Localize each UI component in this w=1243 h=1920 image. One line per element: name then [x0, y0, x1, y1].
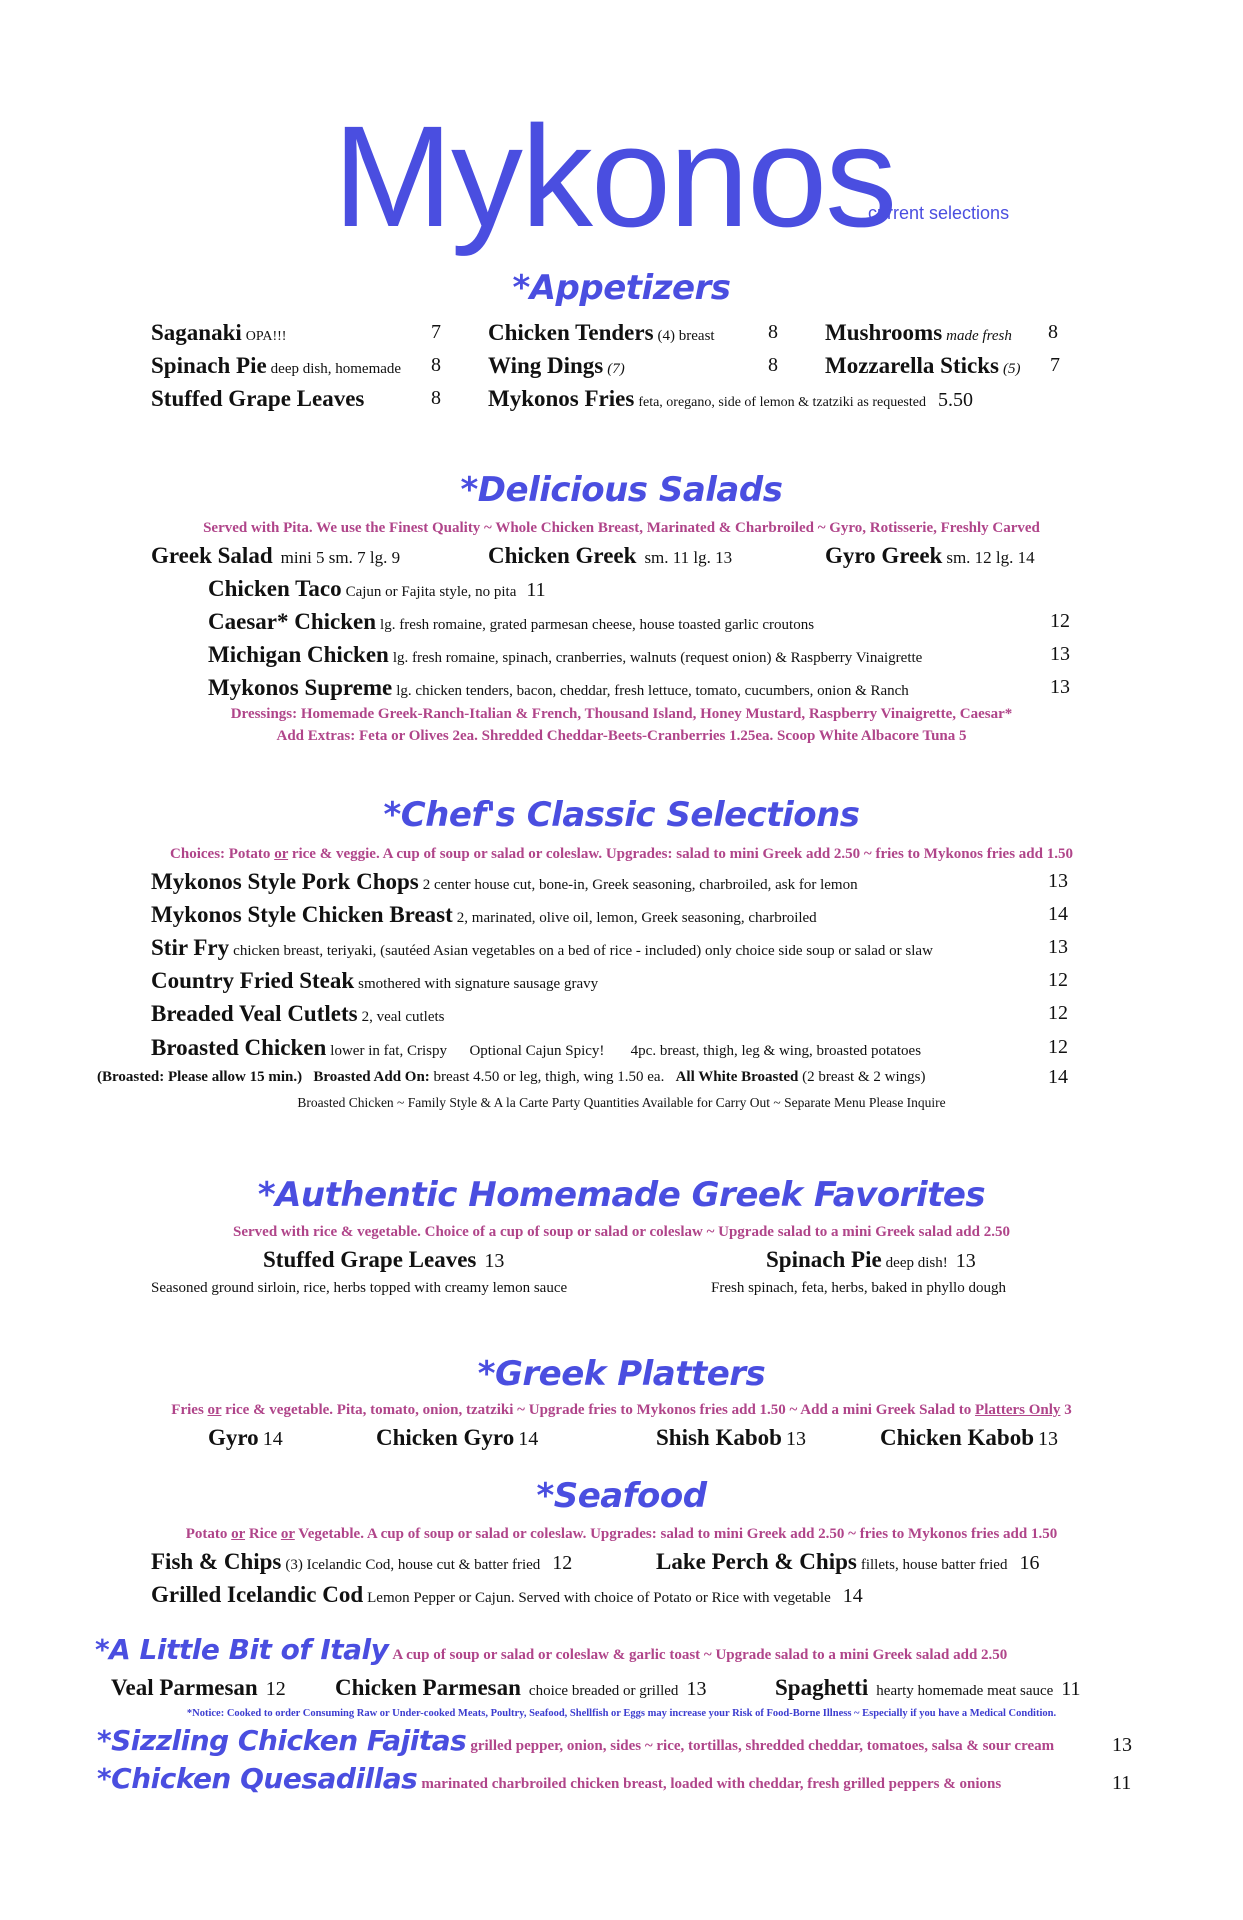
menu-item: Shish Kabob 13: [656, 1425, 806, 1450]
menu-item: Michigan Chicken lg. fresh romaine, spinach, cranberries, walnuts (request onion) & Raspberry Vinaigrette: [208, 642, 923, 667]
menu-item: Spinach Pie deep dish, homemade: [151, 353, 402, 378]
menu-item: Stuffed Grape Leaves: [151, 386, 365, 411]
menu-item-price: 13: [1112, 1734, 1132, 1756]
menu-item-price: 12: [1048, 969, 1068, 991]
menu-item-price: 8: [768, 321, 778, 343]
menu-item: Mykonos Style Pork Chops 2 center house cut, bone-in, Greek seasoning, charbroiled, ask for lemon: [151, 869, 858, 894]
menu-item-price: 8: [768, 354, 778, 376]
menu-item: Spinach Pie deep dish! 13: [766, 1247, 976, 1272]
section-title-greek-favorites: *Authentic Homemade Greek Favorites: [257, 1175, 986, 1215]
legal-notice: *Notice: Cooked to order Consuming Raw or Under-cooked Meats, Poultry, Seafood, Shellfish or Eggs may increase your Risk of Food-Borne Illness ~ Especially if you have a Medical Condition.: [186, 1708, 1057, 1719]
salads-note: Served with Pita. We use the Finest Quality ~ Whole Chicken Breast, Marinated & Charbroiled ~ Gyro, Rotisserie, Freshly Carved: [203, 520, 1040, 536]
menu-item: Country Fried Steak smothered with signature sausage gravy: [151, 968, 599, 993]
menu-item-price: 13: [1050, 676, 1070, 698]
menu-item: Gyro 14: [208, 1425, 283, 1450]
menu-item-desc: Seasoned ground sirloin, rice, herbs topped with creamy lemon sauce: [151, 1280, 568, 1296]
menu-item-desc: Fresh spinach, feta, herbs, baked in phyllo dough: [711, 1280, 1006, 1296]
menu-item-price: 14: [1048, 903, 1068, 925]
menu-item: Chicken Gyro 14: [376, 1425, 539, 1450]
menu-item: Wing Dings (7): [488, 353, 625, 378]
menu-item: Greek Salad mini 5 sm. 7 lg. 9: [151, 543, 401, 568]
menu-item: Mushrooms made fresh: [825, 320, 1012, 345]
platters-note: Fries or rice & vegetable. Pita, tomato, onion, tzatziki ~ Upgrade fries to Mykonos fries add 1.50 ~ Add a mini Greek Salad to Platters Only 3: [171, 1402, 1072, 1418]
menu-item: Veal Parmesan 12: [111, 1675, 286, 1700]
section-title-appetizers: *Appetizers: [512, 268, 731, 308]
menu-item-price: 13: [1048, 870, 1068, 892]
menu-item: Spaghetti hearty homemade meat sauce 11: [775, 1675, 1081, 1700]
menu-item-price: 8: [1048, 321, 1058, 343]
section-title-platters: *Greek Platters: [477, 1354, 766, 1394]
broasted-footer: Broasted Chicken ~ Family Style & A la Carte Party Quantities Available for Carry Out ~ Separate Menu Please Inquire: [297, 1095, 946, 1110]
menu-item-price: 12: [1048, 1036, 1068, 1058]
italy-header: *A Little Bit of Italy A cup of soup or salad or coleslaw & garlic toast ~ Upgrade salad to a mini Greek salad add 2.50: [95, 1633, 1008, 1666]
menu-item-price: 12: [1048, 1002, 1068, 1024]
menu-item: Chicken Taco Cajun or Fajita style, no pita 11: [208, 576, 546, 601]
menu-item-price: 8: [431, 387, 441, 409]
section-title-seafood: *Seafood: [536, 1476, 707, 1516]
menu-item: Chicken Kabob 13: [880, 1425, 1059, 1450]
menu-item-price: 13: [1048, 936, 1068, 958]
menu-item: Chicken Greek sm. 11 lg. 13: [488, 543, 733, 568]
seafood-note: Potato or Rice or Vegetable. A cup of soup or salad or coleslaw. Upgrades: salad to mini Greek add 2.50 ~ fries to Mykonos fries add 1.50: [185, 1526, 1058, 1542]
chefs-note: Choices: Potato or rice & veggie. A cup of soup or salad or coleslaw. Upgrades: salad to mini Greek add 2.50 ~ fries to Mykonos fries add 1.50: [170, 846, 1073, 862]
page-subtitle: current selections: [868, 203, 1010, 223]
menu-item: Saganaki OPA!!!: [151, 320, 287, 345]
section-title-chefs: *Chef's Classic Selections: [383, 795, 860, 835]
salads-dressings: Dressings: Homemade Greek-Ranch-Italian & French, Thousand Island, Honey Mustard, Raspberry Vinaigrette, Caesar*: [230, 706, 1013, 722]
menu-item: Mykonos Fries feta, oregano, side of lemon & tzatziki as requested 5.50: [488, 386, 973, 411]
menu-item: Gyro Greek sm. 12 lg. 14: [825, 543, 1035, 568]
menu-item: Lake Perch & Chips fillets, house batter fried 16: [656, 1549, 1040, 1574]
fajitas-header: *Sizzling Chicken Fajitas grilled pepper, onion, sides ~ rice, tortillas, shredded cheddar, tomatoes, salsa & sour cream: [97, 1724, 1055, 1757]
menu-item-price: 13: [1050, 643, 1070, 665]
menu-item-price: 12: [1050, 610, 1070, 632]
menu-item: Caesar* Chicken lg. fresh romaine, grated parmesan cheese, house toasted garlic croutons: [208, 609, 815, 634]
menu-item: Chicken Parmesan choice breaded or grilled 13: [335, 1675, 707, 1700]
menu-item: Chicken Tenders (4) breast: [488, 320, 715, 345]
menu-item-price: 7: [1050, 354, 1060, 376]
broasted-note: (Broasted: Please allow 15 min.) Broasted Add On: breast 4.50 or leg, thigh, wing 1.50 ea. All White Broasted (2 breast & 2 wings): [97, 1069, 926, 1085]
quesadillas-header: *Chicken Quesadillas marinated charbroiled chicken breast, loaded with cheddar, fresh grilled peppers & onions: [97, 1762, 1002, 1795]
menu-item: Broasted Chicken lower in fat, Crispy Optional Cajun Spicy! 4pc. breast, thigh, leg & wing, broasted potatoes: [151, 1035, 922, 1060]
salads-extras: Add Extras: Feta or Olives 2ea. Shredded Cheddar-Beets-Cranberries 1.25ea. Scoop White Albacore Tuna 5: [276, 728, 967, 744]
menu-item: Breaded Veal Cutlets 2, veal cutlets: [151, 1001, 445, 1026]
menu-item: Stir Fry chicken breast, teriyaki, (sautéed Asian vegetables on a bed of rice - included) only choice side soup or salad or slaw: [151, 935, 933, 960]
menu-item: Mykonos Style Chicken Breast 2, marinated, olive oil, lemon, Greek seasoning, charbroiled: [151, 902, 817, 927]
menu-item-price: 8: [431, 354, 441, 376]
menu-item: Mykonos Supreme lg. chicken tenders, bacon, cheddar, fresh lettuce, tomato, cucumbers, onion & Ranch: [208, 675, 909, 700]
menu-item-price: 14: [1048, 1066, 1068, 1088]
menu-item-price: 11: [1112, 1772, 1132, 1794]
greek-favorites-note: Served with rice & vegetable. Choice of a cup of soup or salad or coleslaw ~ Upgrade salad to a mini Greek salad add 2.50: [233, 1224, 1010, 1240]
menu-item: Mozzarella Sticks (5): [825, 353, 1021, 378]
menu-item: Grilled Icelandic Cod Lemon Pepper or Cajun. Served with choice of Potato or Rice with vegetable 14: [151, 1582, 863, 1607]
menu-item-price: 7: [431, 321, 441, 343]
page-title: Mykonos: [333, 96, 896, 257]
section-title-salads: *Delicious Salads: [460, 470, 783, 510]
menu-item: Fish & Chips (3) Icelandic Cod, house cut & batter fried 12: [151, 1549, 573, 1574]
menu-item: Stuffed Grape Leaves 13: [263, 1247, 505, 1272]
